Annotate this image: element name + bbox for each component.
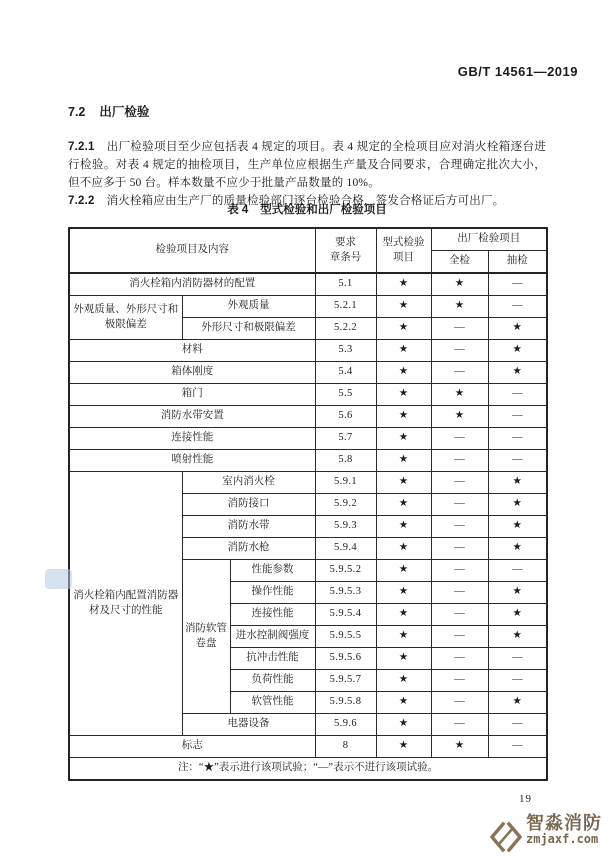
clause-7-2-1 xyxy=(68,138,546,192)
table-cell: 消防接口 xyxy=(182,494,315,516)
brand-name: 智淼消防 xyxy=(526,813,602,833)
table-cell: ★ xyxy=(376,560,431,582)
table-cell: — xyxy=(488,296,547,318)
standard-number: GB/T 14561—2019 xyxy=(457,64,578,79)
table-cell: ★ xyxy=(376,582,431,604)
table-cell: — xyxy=(488,736,547,758)
table-cell: ★ xyxy=(376,736,431,758)
section-number: 7.2 xyxy=(68,105,86,119)
table-body xyxy=(69,273,547,780)
header-cell: 全检 xyxy=(431,251,488,274)
table-cell: ★ xyxy=(376,472,431,494)
table-caption-label: 表 4 xyxy=(227,204,249,216)
table-cell: 抗冲击性能 xyxy=(230,648,315,670)
table-cell: — xyxy=(431,494,488,516)
table-cell: — xyxy=(488,406,547,428)
table-cell: 5.4 xyxy=(315,362,376,384)
table-row xyxy=(69,406,547,428)
table-caption-text: 型式检验和出厂检验项目 xyxy=(260,204,387,216)
table-caption xyxy=(68,201,546,217)
table-cell: 箱体刚度 xyxy=(69,362,315,384)
table-cell: ★ xyxy=(488,472,547,494)
header-cell: 型式检验 项目 xyxy=(376,228,431,273)
table-cell: 5.9.6 xyxy=(315,714,376,736)
table-header-row xyxy=(69,228,547,251)
clause-number: 7.2.2 xyxy=(68,194,95,207)
table-cell: ★ xyxy=(488,318,547,340)
table-row xyxy=(69,362,547,384)
table-row xyxy=(69,273,547,296)
table-cell: ★ xyxy=(376,670,431,692)
table-cell: 5.6 xyxy=(315,406,376,428)
table-cell: 消火栓箱内配置消防器材及尺寸的性能 xyxy=(69,472,182,736)
table-cell: 5.9.3 xyxy=(315,516,376,538)
table-cell: — xyxy=(431,538,488,560)
table-cell: — xyxy=(431,692,488,714)
table-cell: 消防水带 xyxy=(182,516,315,538)
table-cell: ★ xyxy=(488,494,547,516)
table-cell: ★ xyxy=(376,318,431,340)
table-cell: — xyxy=(431,582,488,604)
table-cell: 5.9.5.8 xyxy=(315,692,376,714)
table-row xyxy=(69,472,547,494)
brand-footer xyxy=(488,813,602,859)
table-cell: — xyxy=(431,604,488,626)
table-cell: ★ xyxy=(488,362,547,384)
table-cell: 外观质量 xyxy=(182,296,315,318)
table-cell: 5.9.5.3 xyxy=(315,582,376,604)
table-cell: — xyxy=(431,450,488,472)
brand-url: zmjaxf.com xyxy=(526,832,599,846)
table-cell: 5.9.5.6 xyxy=(315,648,376,670)
table-cell: ★ xyxy=(431,736,488,758)
table-cell: ★ xyxy=(376,538,431,560)
page-number: 19 xyxy=(519,793,532,805)
table-cell: 操作性能 xyxy=(230,582,315,604)
table-cell: 消防水带安置 xyxy=(69,406,315,428)
table-row xyxy=(69,296,547,318)
table-cell: 5.9.5.5 xyxy=(315,626,376,648)
table-cell: — xyxy=(431,362,488,384)
table-cell: ★ xyxy=(431,273,488,296)
table-cell: 材料 xyxy=(69,340,315,362)
table-cell: ★ xyxy=(488,582,547,604)
table-cell: 外形尺寸和极限偏差 xyxy=(182,318,315,340)
table-cell: ★ xyxy=(488,516,547,538)
table-cell: — xyxy=(488,560,547,582)
table-cell: — xyxy=(431,318,488,340)
inspection-table-wrap xyxy=(68,227,548,781)
section-title: 出厂检验 xyxy=(99,105,150,119)
table-cell: 5.2.1 xyxy=(315,296,376,318)
clause-text: 出厂检验项目至少应包括表 4 规定的项目。表 4 规定的全检项目应对消火栓箱逐台进行检验。对表 4 规定的抽检项目，生产单位应根据生产量及合同要求，合理确定批次大小，但不应多于 50 台。样本数量不应少于批量产品数量的 10%。 xyxy=(68,140,546,189)
table-cell: — xyxy=(431,428,488,450)
inspection-table xyxy=(68,227,548,781)
table-cell: — xyxy=(431,560,488,582)
table-row xyxy=(69,384,547,406)
table-cell: 5.8 xyxy=(315,450,376,472)
brand-logo-icon xyxy=(488,819,524,859)
table-cell: — xyxy=(431,670,488,692)
table-row xyxy=(69,736,547,758)
table-header xyxy=(69,228,547,273)
watermark xyxy=(45,569,72,589)
table-cell: — xyxy=(488,714,547,736)
table-cell: ★ xyxy=(376,273,431,296)
table-cell: 5.9.2 xyxy=(315,494,376,516)
table-cell: — xyxy=(431,714,488,736)
header-cell: 检验项目及内容 xyxy=(69,228,315,273)
table-cell: ★ xyxy=(376,604,431,626)
table-row xyxy=(69,758,547,781)
table-cell: 负荷性能 xyxy=(230,670,315,692)
table-cell: — xyxy=(488,428,547,450)
table-cell: — xyxy=(488,648,547,670)
table-cell: ★ xyxy=(376,494,431,516)
table-row xyxy=(69,340,547,362)
table-cell: — xyxy=(488,384,547,406)
table-cell: ★ xyxy=(488,538,547,560)
table-cell: 5.2.2 xyxy=(315,318,376,340)
table-cell: ★ xyxy=(376,362,431,384)
table-cell: 喷射性能 xyxy=(69,450,315,472)
table-cell: 5.3 xyxy=(315,340,376,362)
table-cell: 8 xyxy=(315,736,376,758)
table-cell: 消火栓箱内消防器材的配置 xyxy=(69,273,315,296)
table-cell: ★ xyxy=(488,692,547,714)
table-cell: ★ xyxy=(488,340,547,362)
table-cell: ★ xyxy=(431,406,488,428)
table-cell: 电器设备 xyxy=(182,714,315,736)
table-cell: — xyxy=(488,450,547,472)
table-cell: — xyxy=(488,273,547,296)
table-cell: 标志 xyxy=(69,736,315,758)
table-cell: 消防水枪 xyxy=(182,538,315,560)
table-cell: 5.9.5.7 xyxy=(315,670,376,692)
table-cell: 5.1 xyxy=(315,273,376,296)
table-cell: — xyxy=(431,472,488,494)
table-cell: — xyxy=(431,626,488,648)
table-cell: 外观质量、外形尺寸和极限偏差 xyxy=(69,296,182,340)
table-cell: ★ xyxy=(431,296,488,318)
table-cell: 连接性能 xyxy=(230,604,315,626)
table-cell: ★ xyxy=(376,692,431,714)
table-cell: 进水控制阀强度 xyxy=(230,626,315,648)
table-row xyxy=(69,428,547,450)
table-cell: 5.7 xyxy=(315,428,376,450)
header-cell: 要求 章条号 xyxy=(315,228,376,273)
table-cell: ★ xyxy=(376,714,431,736)
table-cell: — xyxy=(488,670,547,692)
table-cell: — xyxy=(431,648,488,670)
table-cell: ★ xyxy=(376,340,431,362)
table-cell: ★ xyxy=(376,428,431,450)
table-cell: 性能参数 xyxy=(230,560,315,582)
table-cell: 5.9.5.4 xyxy=(315,604,376,626)
table-cell: ★ xyxy=(376,450,431,472)
header-cell: 出厂检验项目 xyxy=(431,228,547,251)
header-cell: 抽检 xyxy=(488,251,547,274)
table-cell: — xyxy=(431,340,488,362)
table-cell: 消防软管卷盘 xyxy=(182,560,230,714)
table-cell: ★ xyxy=(488,626,547,648)
section-heading xyxy=(68,102,149,120)
table-cell: 箱门 xyxy=(69,384,315,406)
table-cell: 5.9.5.2 xyxy=(315,560,376,582)
table-cell: 5.9.1 xyxy=(315,472,376,494)
table-cell: ★ xyxy=(376,296,431,318)
brand-text xyxy=(526,813,602,846)
table-cell: 5.9.4 xyxy=(315,538,376,560)
table-cell: ★ xyxy=(376,516,431,538)
clause-number: 7.2.1 xyxy=(68,140,95,153)
clause-text: 消火栓箱应由生产厂的质量检验部门逐台检验合格，签发合格证后方可出厂。 xyxy=(106,194,505,207)
table-cell: — xyxy=(431,516,488,538)
table-cell: ★ xyxy=(376,626,431,648)
table-cell: ★ xyxy=(431,384,488,406)
table-cell: 注：“★”表示进行该项试验；“—”表示不进行该项试验。 xyxy=(69,758,547,781)
table-cell: ★ xyxy=(488,604,547,626)
table-cell: ★ xyxy=(376,648,431,670)
table-cell: 软管性能 xyxy=(230,692,315,714)
table-cell: ★ xyxy=(376,384,431,406)
table-cell: 5.5 xyxy=(315,384,376,406)
table-cell: ★ xyxy=(376,406,431,428)
table-cell: 室内消火栓 xyxy=(182,472,315,494)
table-cell: 连接性能 xyxy=(69,428,315,450)
table-row xyxy=(69,450,547,472)
